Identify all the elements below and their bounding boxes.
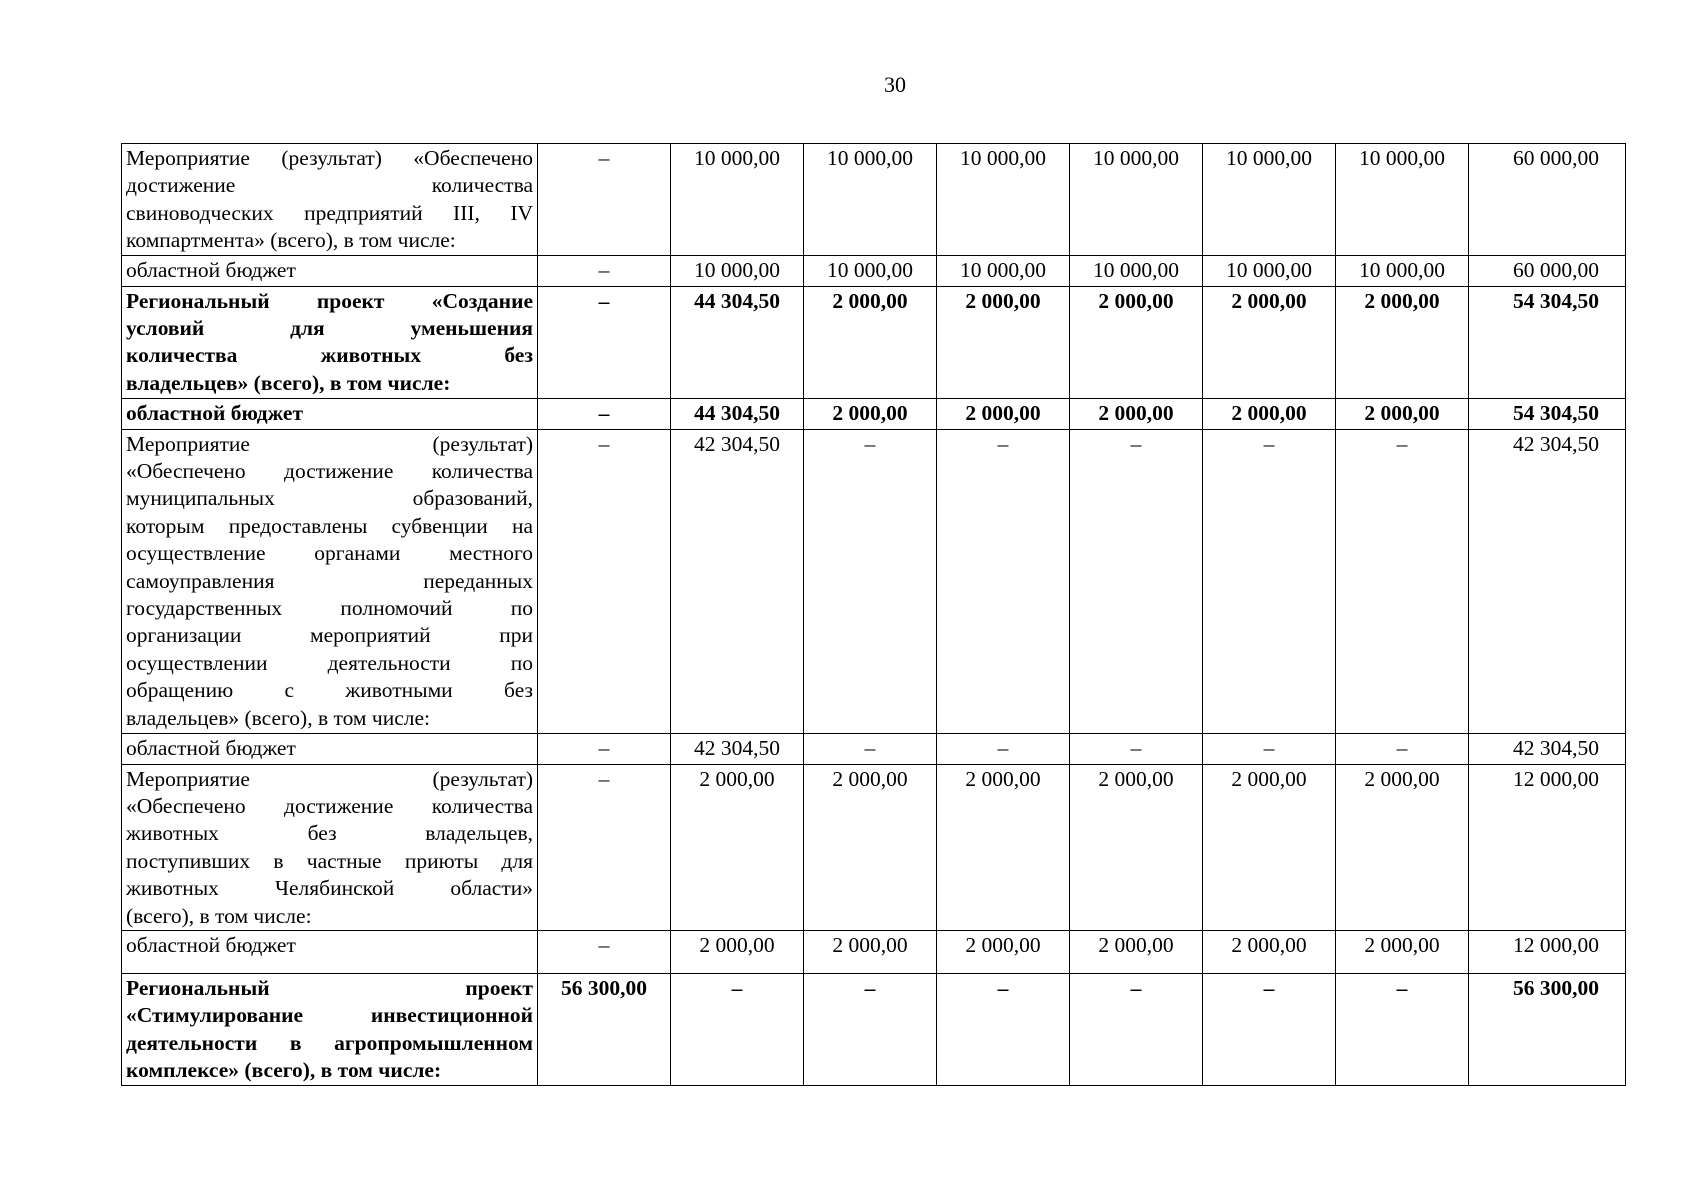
description-line: Мероприятие (результат) (126, 766, 533, 791)
value-cell: – (538, 931, 671, 974)
table-row (122, 144, 1626, 256)
description-line: областной бюджет (126, 257, 296, 282)
description-line: комплексе» (всего), в том числе: (126, 1058, 442, 1083)
value-cell: – (538, 255, 671, 286)
total-cell: 12 000,00 (1469, 764, 1626, 930)
value-cell: 10 000,00 (937, 144, 1070, 256)
value-cell: 10 000,00 (804, 144, 937, 256)
table-row (122, 931, 1626, 974)
row-description (122, 764, 538, 930)
value-cell: 10 000,00 (804, 255, 937, 286)
table-row (122, 286, 1626, 398)
budget-table (121, 143, 1626, 1086)
total-cell: 60 000,00 (1469, 255, 1626, 286)
value-cell: 2 000,00 (1070, 764, 1203, 930)
value-cell: 2 000,00 (804, 931, 937, 974)
value-cell: – (671, 974, 804, 1086)
row-description (122, 144, 538, 256)
description-line: областной бюджет (126, 933, 296, 958)
value-cell: 10 000,00 (1336, 144, 1469, 256)
value-cell: 2 000,00 (804, 764, 937, 930)
total-cell: 60 000,00 (1469, 144, 1626, 256)
description-line: самоуправления переданных (126, 568, 533, 593)
description-line: областной бюджет (126, 400, 304, 425)
value-cell: 2 000,00 (804, 398, 937, 429)
value-cell: – (538, 733, 671, 764)
value-cell: 10 000,00 (1203, 255, 1336, 286)
description-line: компартмента» (всего), в том числе: (126, 228, 456, 253)
value-cell: 44 304,50 (671, 398, 804, 429)
value-cell: – (1336, 733, 1469, 764)
description-line: свиноводческих предприятий III, IV (126, 200, 533, 225)
value-cell: – (1070, 429, 1203, 733)
description-line: Мероприятие (результат) (126, 431, 533, 456)
description-line: животных без владельцев, (126, 821, 533, 846)
description-line: достижение количества (126, 173, 533, 198)
value-cell: 2 000,00 (1203, 286, 1336, 398)
row-description (122, 974, 538, 1086)
value-cell: – (1203, 429, 1336, 733)
description-line: «Стимулирование инвестиционной (126, 1003, 533, 1028)
table-row (122, 764, 1626, 930)
description-line: «Обеспечено достижение количества (126, 794, 533, 819)
description-line: которым предоставлены субвенции на (126, 513, 533, 538)
description-line: Региональный проект (126, 976, 533, 1001)
description-line: областной бюджет (126, 735, 296, 760)
value-cell: 10 000,00 (1070, 144, 1203, 256)
table-row (122, 974, 1626, 1086)
total-cell: 54 304,50 (1469, 286, 1626, 398)
table-row (122, 255, 1626, 286)
value-cell: 2 000,00 (1336, 398, 1469, 429)
value-cell: – (538, 144, 671, 256)
page-number: 30 (884, 72, 906, 97)
description-line: деятельности в агропромышленном (126, 1030, 533, 1055)
value-cell: – (937, 429, 1070, 733)
value-cell: – (1070, 733, 1203, 764)
total-cell: 56 300,00 (1469, 974, 1626, 1086)
description-line: муниципальных образований, (126, 486, 533, 511)
description-line: Мероприятие (результат) «Обеспечено (126, 146, 533, 170)
description-line: осуществление органами местного (126, 541, 533, 566)
value-cell: 2 000,00 (937, 286, 1070, 398)
description-line: условий для уменьшения (126, 316, 533, 341)
table-body (122, 144, 1626, 1086)
value-cell: – (804, 429, 937, 733)
value-cell: – (804, 974, 937, 1086)
row-description (122, 931, 538, 974)
row-description (122, 733, 538, 764)
value-cell: 2 000,00 (1070, 931, 1203, 974)
row-description (122, 398, 538, 429)
description-line: осуществлении деятельности по (126, 650, 533, 675)
value-cell: – (538, 429, 671, 733)
description-line: владельцев» (всего), в том числе: (126, 370, 451, 395)
value-cell: – (538, 398, 671, 429)
row-description (122, 255, 538, 286)
value-cell: 2 000,00 (937, 764, 1070, 930)
value-cell: 2 000,00 (1336, 286, 1469, 398)
value-cell: 10 000,00 (671, 144, 804, 256)
value-cell: – (804, 733, 937, 764)
value-cell: – (1336, 429, 1469, 733)
value-cell: – (1070, 974, 1203, 1086)
value-cell: 2 000,00 (937, 398, 1070, 429)
total-cell: 42 304,50 (1469, 429, 1626, 733)
value-cell: 2 000,00 (1203, 764, 1336, 930)
value-cell: 2 000,00 (937, 931, 1070, 974)
value-cell: – (1203, 733, 1336, 764)
description-line: животных Челябинской области» (126, 876, 533, 901)
description-line: «Обеспечено достижение количества (126, 459, 533, 484)
total-cell: 54 304,50 (1469, 398, 1626, 429)
value-cell: 44 304,50 (671, 286, 804, 398)
value-cell: 10 000,00 (1070, 255, 1203, 286)
description-line: поступивших в частные приюты для (126, 848, 533, 873)
value-cell: – (1336, 974, 1469, 1086)
value-cell: 2 000,00 (671, 931, 804, 974)
total-cell: 42 304,50 (1469, 733, 1626, 764)
value-cell: 2 000,00 (1336, 764, 1469, 930)
value-cell: 42 304,50 (671, 733, 804, 764)
description-line: владельцев» (всего), в том числе: (126, 705, 431, 730)
value-cell: 42 304,50 (671, 429, 804, 733)
table-row (122, 429, 1626, 733)
value-cell: 2 000,00 (804, 286, 937, 398)
description-line: Региональный проект «Создание (126, 288, 533, 313)
description-line: (всего), в том числе: (126, 903, 312, 928)
value-cell: 10 000,00 (1336, 255, 1469, 286)
value-cell: – (937, 733, 1070, 764)
description-line: обращению с животными без (126, 678, 533, 703)
value-cell: 2 000,00 (1203, 931, 1336, 974)
total-cell: 12 000,00 (1469, 931, 1626, 974)
table-row (122, 398, 1626, 429)
value-cell: – (937, 974, 1070, 1086)
value-cell: 56 300,00 (538, 974, 671, 1086)
row-description (122, 286, 538, 398)
value-cell: 2 000,00 (1336, 931, 1469, 974)
value-cell: 10 000,00 (671, 255, 804, 286)
value-cell: 10 000,00 (1203, 144, 1336, 256)
value-cell: 10 000,00 (937, 255, 1070, 286)
value-cell: 2 000,00 (1203, 398, 1336, 429)
row-description (122, 429, 538, 733)
value-cell: – (538, 764, 671, 930)
description-line: количества животных без (126, 343, 533, 368)
table-row (122, 733, 1626, 764)
value-cell: 2 000,00 (671, 764, 804, 930)
value-cell: 2 000,00 (1070, 286, 1203, 398)
value-cell: – (538, 286, 671, 398)
value-cell: 2 000,00 (1070, 398, 1203, 429)
description-line: государственных полномочий по (126, 596, 533, 621)
description-line: организации мероприятий при (126, 623, 533, 648)
value-cell: – (1203, 974, 1336, 1086)
